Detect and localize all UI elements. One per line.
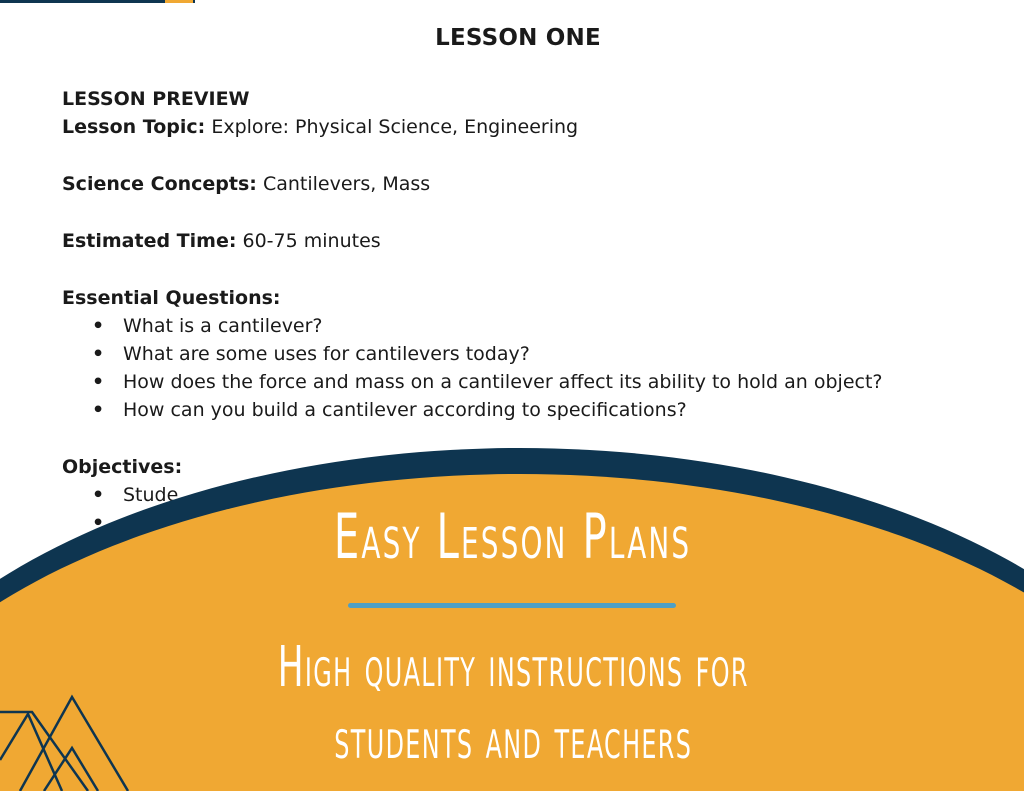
bullet-icon: • — [92, 512, 105, 534]
estimated-time-label: Estimated Time: — [62, 230, 237, 252]
essential-questions-heading: Essential Questions: — [62, 287, 281, 309]
estimated-time-value: 60-75 minutes — [236, 230, 381, 252]
list-item-text: How does the force and mass on a cantilever affect its ability to hold an object? — [123, 371, 883, 393]
bullet-icon: • — [92, 484, 105, 506]
banner-subtitle — [165, 632, 861, 776]
banner-subtitle-line-2: students and teachers — [334, 707, 693, 772]
banner-subtitle-line-1: High quality instructions for — [277, 635, 749, 700]
objectives-heading: Objectives: — [62, 456, 183, 478]
bullet-icon: • — [92, 371, 105, 393]
list-item-text: How can you build a cantilever according to specifications? — [123, 399, 687, 421]
bullet-icon: • — [92, 399, 105, 421]
document-title: LESSON ONE — [435, 25, 601, 51]
lesson-topic-label: Lesson Topic: — [62, 116, 206, 138]
banner-title: Easy Lesson Plans — [333, 500, 692, 573]
science-concepts-label: Science Concepts: — [62, 173, 257, 195]
lesson-preview-heading: LESSON PREVIEW — [62, 88, 250, 110]
list-item-text: Stude — [123, 484, 179, 506]
list-item-text: What are some uses for cantilevers today? — [123, 343, 530, 365]
science-concepts-value: Cantilevers, Mass — [256, 173, 431, 195]
lesson-topic-value: Explore: Physical Science, Engineering — [205, 116, 579, 138]
bullet-icon: • — [92, 343, 105, 365]
list-item-text: What is a cantilever? — [123, 315, 323, 337]
banner-underline — [348, 603, 676, 608]
bullet-icon: • — [92, 315, 105, 337]
